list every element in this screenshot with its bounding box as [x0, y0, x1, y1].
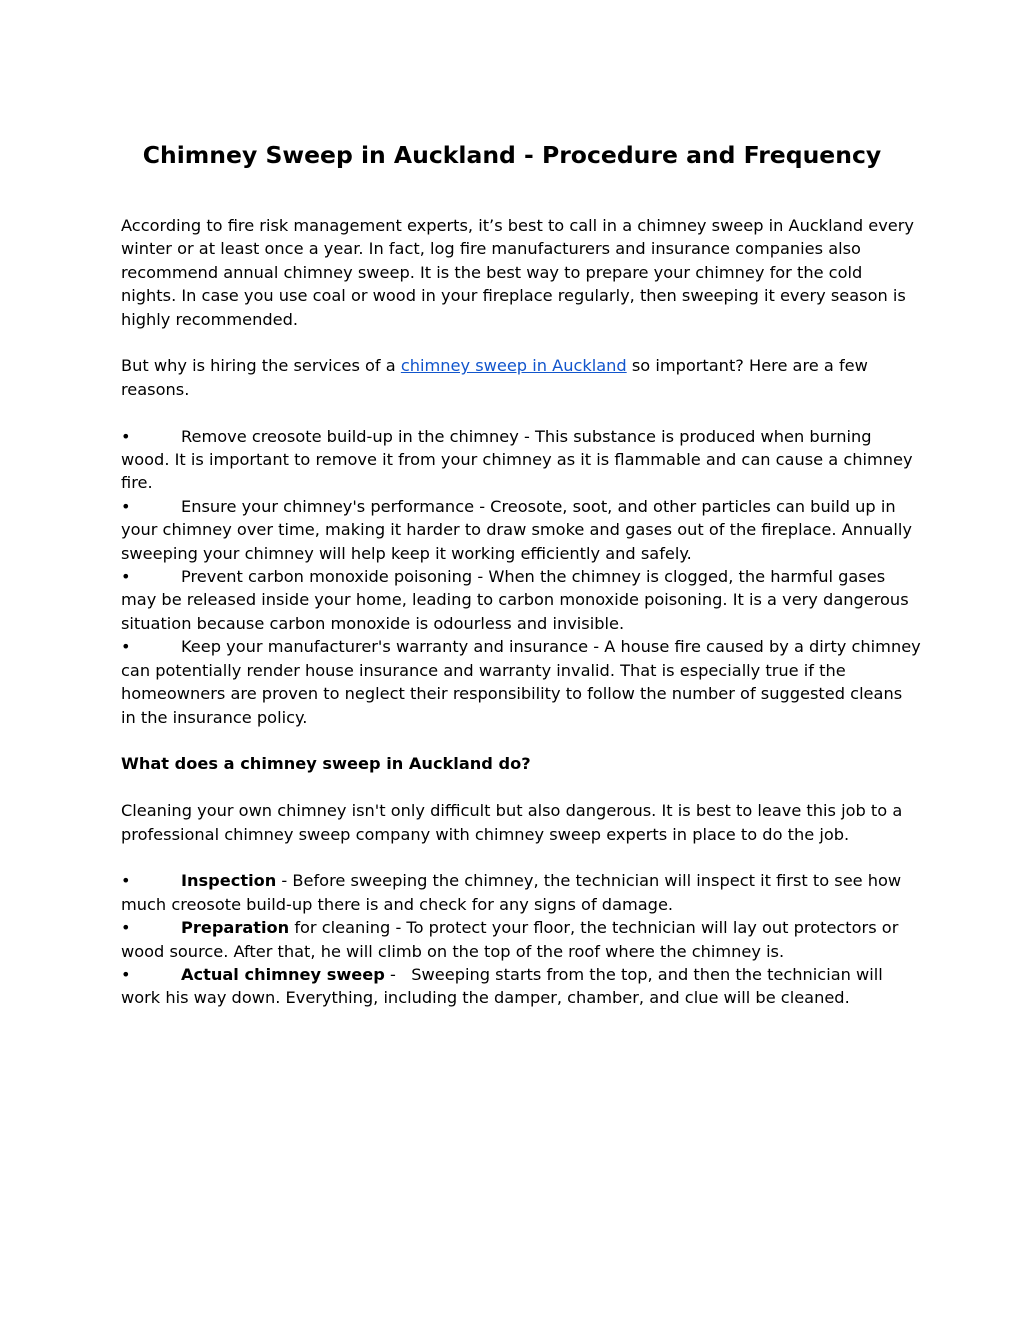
reason-item: [121, 425, 921, 495]
step-item: [121, 869, 921, 916]
spacer: [121, 331, 921, 354]
step-text: - Sweeping starts from the top, and then the technician will work his way down. Everything, including the damper, chamber, and clue will be cleaned.: [121, 964, 888, 1008]
why-text-before: But why is hiring the services of a: [121, 356, 401, 376]
spacer: [121, 729, 921, 752]
reason-text: Remove creosote build-up in the chimney - This substance is produced when burning wood. It is important to remove it from your chimney as it is flammable and can cause a chimney fire.: [121, 426, 913, 493]
page-title: Chimney Sweep in Auckland - Procedure and Frequency: [142, 141, 882, 169]
step-title: Inspection: [181, 871, 277, 891]
reason-item: [121, 495, 921, 565]
reason-item: [121, 565, 921, 635]
bullet-icon: •: [121, 496, 131, 516]
spacer: [121, 846, 921, 869]
reason-text: Keep your manufacturer's warranty and insurance - A house fire caused by a dirty chimney can potentially render house insurance and warranty invalid. That is especially true if the homeowners are proven to neglect their responsibility to follow the number of suggested cleans in the insurance policy.: [121, 637, 921, 727]
reason-text: Ensure your chimney's performance - Creosote, soot, and other particles can build up in your chimney over time, making it harder to draw smoke and gases out of the fireplace. Annually sweeping your chimney will help keep it working efficiently and safely.: [121, 496, 912, 563]
bullet-icon: •: [121, 567, 131, 587]
why-text-after: so important? Here are a few reasons.: [121, 356, 874, 399]
why-paragraph: [121, 354, 921, 401]
reason-item: [121, 635, 921, 729]
step-title: Preparation: [181, 918, 290, 938]
spacer: [121, 401, 921, 424]
bullet-icon: •: [121, 964, 131, 984]
bullet-icon: •: [121, 871, 131, 891]
step-item: [121, 963, 921, 1010]
intro-paragraph: According to fire risk management experts, it’s best to call in a chimney sweep in Auckland every winter or at least once a year. In fact, log fire manufacturers and insurance companies also recommend annual chimney sweep. It is the best way to prepare your chimney for the cold nights. In case you use coal or wood in your fireplace regularly, then sweeping it every season is highly recommended.: [121, 216, 914, 329]
document-body: [121, 214, 921, 1010]
spacer: [121, 776, 921, 799]
step-text: - Before sweeping the chimney, the technician will inspect it first to see how much creosote build-up there is and check for any signs of damage.: [121, 871, 907, 914]
bullet-icon: •: [121, 637, 131, 657]
step-title: Actual chimney sweep: [181, 964, 385, 984]
bullet-icon: •: [121, 918, 131, 938]
step-item: [121, 916, 921, 963]
reason-text: Prevent carbon monoxide poisoning - When the chimney is clogged, the harmful gases may be released inside your home, leading to carbon monoxide poisoning. It is a very dangerous situation because carbon monoxide is odourless and invisible.: [121, 567, 909, 633]
section-heading: What does a chimney sweep in Auckland do?: [121, 754, 531, 774]
cleaning-paragraph: Cleaning your own chimney isn't only difficult but also dangerous. It is best to leave this job to a professional chimney sweep company with chimney sweep experts in place to do the job.: [121, 801, 903, 844]
step-text: for cleaning - To protect your floor, the technician will lay out protectors or wood source. After that, he will climb on the top of the roof where the chimney is.: [121, 918, 904, 961]
bullet-icon: •: [121, 426, 131, 446]
chimney-sweep-link[interactable]: chimney sweep in Auckland: [400, 356, 627, 376]
